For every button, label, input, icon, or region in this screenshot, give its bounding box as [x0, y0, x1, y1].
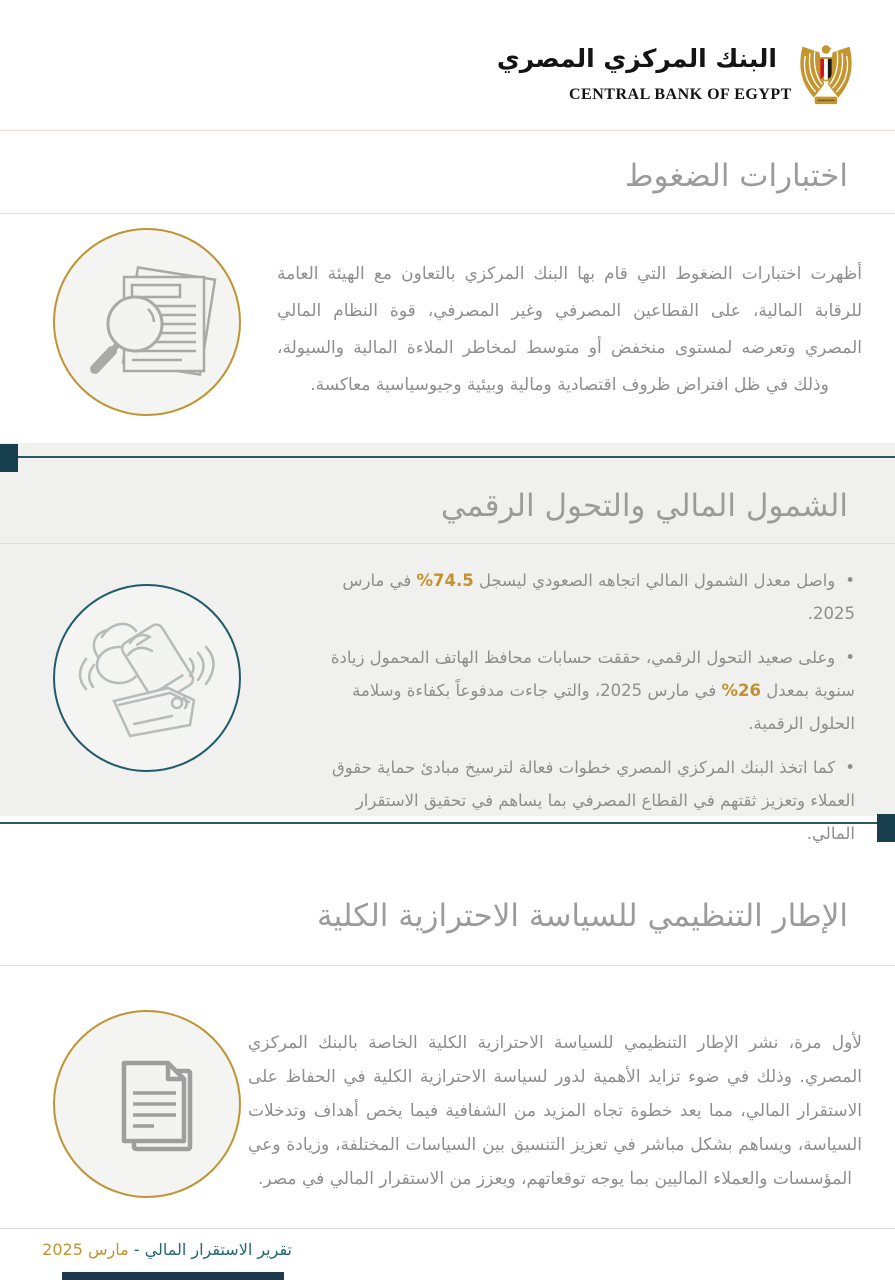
accent-square-left [0, 444, 18, 472]
bullet-dot: • [845, 571, 855, 590]
list-item [310, 564, 855, 630]
section-title-financial-inclusion: الشمول المالي والتحول الرقمي [440, 488, 848, 524]
digital-payment-illustration [53, 584, 241, 772]
magnifier-documents-icon [72, 247, 222, 397]
section-title-macroprudential: الإطار التنظيمي للسياسة الاحترازية الكلية [316, 898, 848, 934]
stress-tests-paragraph: أظهرت اختبارات الضغوط التي قام بها البنك المركزي بالتعاون مع الهيئة العامة للرقابة المالية، على القطاعين المصرفي وغير المصرفي، قوة النظام المالي المصري وتعرضه لمستوى منخفض أو متوسط لمخاطر الملاءة المالية والسيولة، وذلك في ظل افتراض ظروف اقتصادية ومالية وبيئية وجيوسياسية معاكسة. [277, 264, 862, 395]
financial-inclusion-bullets [310, 564, 855, 861]
bullet-dot: • [845, 648, 855, 667]
bullet-text: في مارس 2025، والتي جاءت مدفوعاً بكفاءة وسلامة الحلول الرقمية. [352, 681, 855, 733]
accent-line-top [18, 456, 895, 458]
report-date: مارس 2025 [42, 1240, 129, 1259]
macroprudential-paragraph: لأول مرة، نشر الإطار التنظيمي للسياسة الاحترازية الكلية الخاصة بالبنك المركزي المصري. وذلك في ضوء تزايد الأهمية لدور لسياسة الاحترازية الكلية في الحفاظ على الاستقرار المالي، مما يعد خطوة تجاه المزيد من الشفافية فيما يخص أهداف وتدخلات السياسة، ويساهم بشكل مباشر في تعزيز التنسيق بين السياسات المختلفة، وزيادة وعي المؤسسات والعملاء الماليين بما يوجه توقعاتهم، ويعزز من الاستقرار المالي في مصر. [248, 1033, 862, 1189]
accent-line-bottom [0, 822, 877, 824]
bullet-text: واصل معدل الشمول المالي اتجاهه الصعودي ليسجل [473, 571, 836, 590]
framework-illustration [53, 1010, 241, 1198]
section1-divider [0, 213, 895, 214]
wallet-growth-value: %26 [721, 681, 761, 700]
header-divider [0, 130, 895, 131]
list-item [310, 641, 855, 740]
egypt-eagle-emblem-icon [793, 40, 859, 108]
accent-square-right [877, 814, 895, 842]
bullet-text: في مارس 2025. [342, 571, 855, 623]
footer-accent-bar [62, 1272, 284, 1280]
section-title-stress-tests: اختبارات الضغوط [624, 158, 848, 194]
contactless-payment-icon [72, 603, 222, 753]
document-pages-icon [72, 1029, 222, 1179]
bullet-dot: • [845, 758, 855, 777]
footer-report-title [42, 1240, 292, 1259]
bank-logo-arabic: البنك المركزي المصري [496, 44, 777, 73]
section3-divider [0, 965, 895, 966]
inclusion-rate-value: %74.5 [416, 571, 474, 590]
bullet-text: كما اتخذ البنك المركزي المصري خطوات فعالة لترسيخ مبادئ حماية حقوق العملاء وتعزيز ثقتهم في القطاع المصرفي بما يساهم في تحقيق الاستقرار المالي. [331, 758, 855, 843]
section2-divider [0, 543, 895, 544]
report-name: تقرير الاستقرار المالي - [128, 1240, 292, 1259]
bank-logo-english: CENTRAL BANK OF EGYPT [569, 86, 792, 103]
list-item [310, 751, 855, 850]
stress-tests-illustration [53, 228, 241, 416]
bullet-text: وعلى صعيد التحول الرقمي، حققت حسابات محافظ الهاتف المحمول زيادة سنوية بمعدل [330, 648, 855, 700]
footer-divider [0, 1228, 895, 1229]
